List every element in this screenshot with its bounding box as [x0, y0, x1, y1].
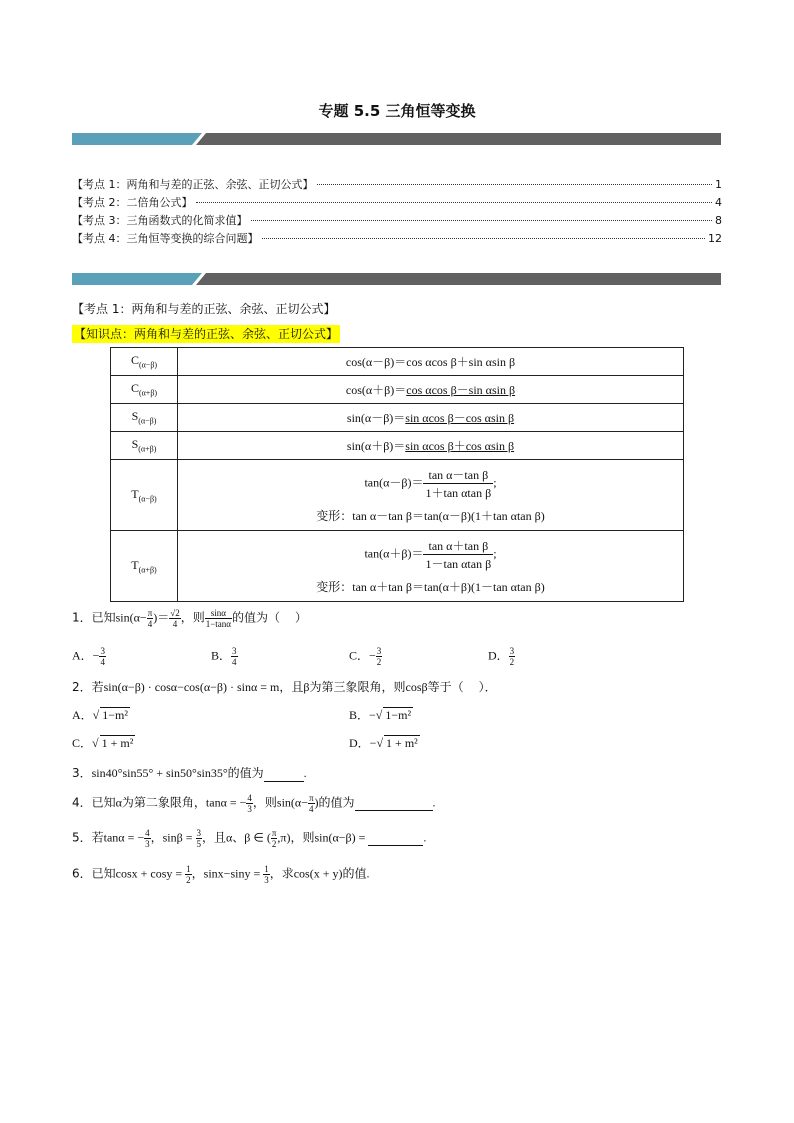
toc-item-4[interactable]: 【考点 4：三角恒等变换的综合问题】 12: [72, 232, 722, 245]
q1-option-c[interactable]: C．− $\frac{3}{2}$: [349, 646, 382, 667]
question-5: 5．若tanα = − $\frac{4}{3}$ ，sinβ = $\frac{3}{5}$ ，且α、β ∈ ( $\frac{\pi}{2}$ ,π)，则sin(α−β) = .: [72, 828, 427, 849]
answer-blank[interactable]: [264, 766, 304, 782]
toc-item-1[interactable]: 【考点 1：两角和与差的正弦、余弦、正切公式】 1: [72, 178, 722, 191]
formula-cell: cos(α－β)＝cos αcos β＋sin αsin β: [178, 348, 684, 376]
q2-option-b[interactable]: B．−√ 1−m²: [349, 708, 412, 722]
toc-item-2[interactable]: 【考点 2：二倍角公式】 4: [72, 196, 722, 209]
q1-option-b[interactable]: B． $\frac{3}{4}$: [211, 646, 237, 667]
formula-cell: tan(α－β)＝ $\frac{\text{tan α－tan β}}{\text{1＋tan αtan β}}$ ; 变形：tan α－tan β＝tan(α－β)(1＋tan αtan β): [178, 460, 684, 531]
section-heading: 【考点 1：两角和与差的正弦、余弦、正切公式】: [72, 302, 336, 316]
fraction: $\frac{\text{tan α＋tan β}}{\text{1－tan αtan β}}$: [425, 539, 492, 571]
toc-item-3[interactable]: 【考点 3：三角函数式的化简求值】 8: [72, 214, 722, 227]
formula-name: $T_{(\alpha-\beta)}$: [111, 460, 178, 531]
formula-name: $S_{(\alpha-\beta)}$: [111, 404, 178, 432]
question-6: 6．已知cosx + cosy = $\frac{1}{2}$ ，sinx−siny = $\frac{1}{3}$ ，求cos(x + y)的值.: [72, 864, 370, 885]
table-of-contents: [72, 176, 722, 248]
formula-name: $S_{(\alpha+\beta)}$: [111, 432, 178, 460]
q1-option-a[interactable]: A．− $\frac{3}{4}$: [72, 646, 105, 667]
question-3: 3．sin40°sin55° + sin50°sin35°的值为 .: [72, 766, 307, 780]
formula-name: $T_{(\alpha+\beta)}$: [111, 531, 178, 602]
answer-blank[interactable]: [355, 795, 433, 811]
q2-option-c[interactable]: C．√ 1 + m²: [72, 736, 134, 750]
formula-name: $C_{(\alpha+\beta)}$: [111, 376, 178, 404]
formula-table: [110, 347, 684, 602]
divider-bar-section: [72, 273, 721, 285]
knowledge-heading: 【知识点：两角和与差的正弦、余弦、正切公式】: [74, 327, 339, 341]
answer-blank[interactable]: [368, 830, 423, 846]
q1-option-d[interactable]: D． $\frac{3}{2}$: [488, 646, 515, 667]
formula-cell: sin(α－β)＝sin αcos β－cos αsin β: [178, 404, 684, 432]
question-4: 4．已知α为第二象限角，tanα = − $\frac{4}{3}$ ，则sin(α− $\frac{\pi}{4}$ )的值为 .: [72, 793, 436, 814]
q2-option-a[interactable]: A．√ 1−m²: [72, 708, 128, 722]
page-title: 专题 5.5 三角恒等变换: [318, 102, 476, 120]
formula-name: $C_{(\alpha-\beta)}$: [111, 348, 178, 376]
question-1: 1．已知sin(α− $\frac{\pi}{4}$ )＝ $\frac{√2}{4}$ ，则 $\frac{\sin\alpha}{1-\tan\alpha}$ 的值为（ ）: [72, 608, 308, 629]
divider-bar-top: [72, 133, 721, 145]
question-2: 2．若sin(α−β) · cosα−cos(α−β) · sinα = m，且β为第三象限角，则cosβ等于（ ）．: [72, 680, 497, 694]
fraction: $\frac{\text{tan α－tan β}}{\text{1＋tan αtan β}}$: [425, 468, 492, 500]
formula-cell: cos(α＋β)＝cos αcos β－sin αsin β: [178, 376, 684, 404]
formula-cell: tan(α＋β)＝ $\frac{\text{tan α＋tan β}}{\text{1－tan αtan β}}$ ; 变形：tan α＋tan β＝tan(α＋β)(1－tan αtan β): [178, 531, 684, 602]
formula-cell: sin(α＋β)＝sin αcos β＋cos αsin β: [178, 432, 684, 460]
q2-option-d[interactable]: D．−√ 1 + m²: [349, 736, 418, 750]
